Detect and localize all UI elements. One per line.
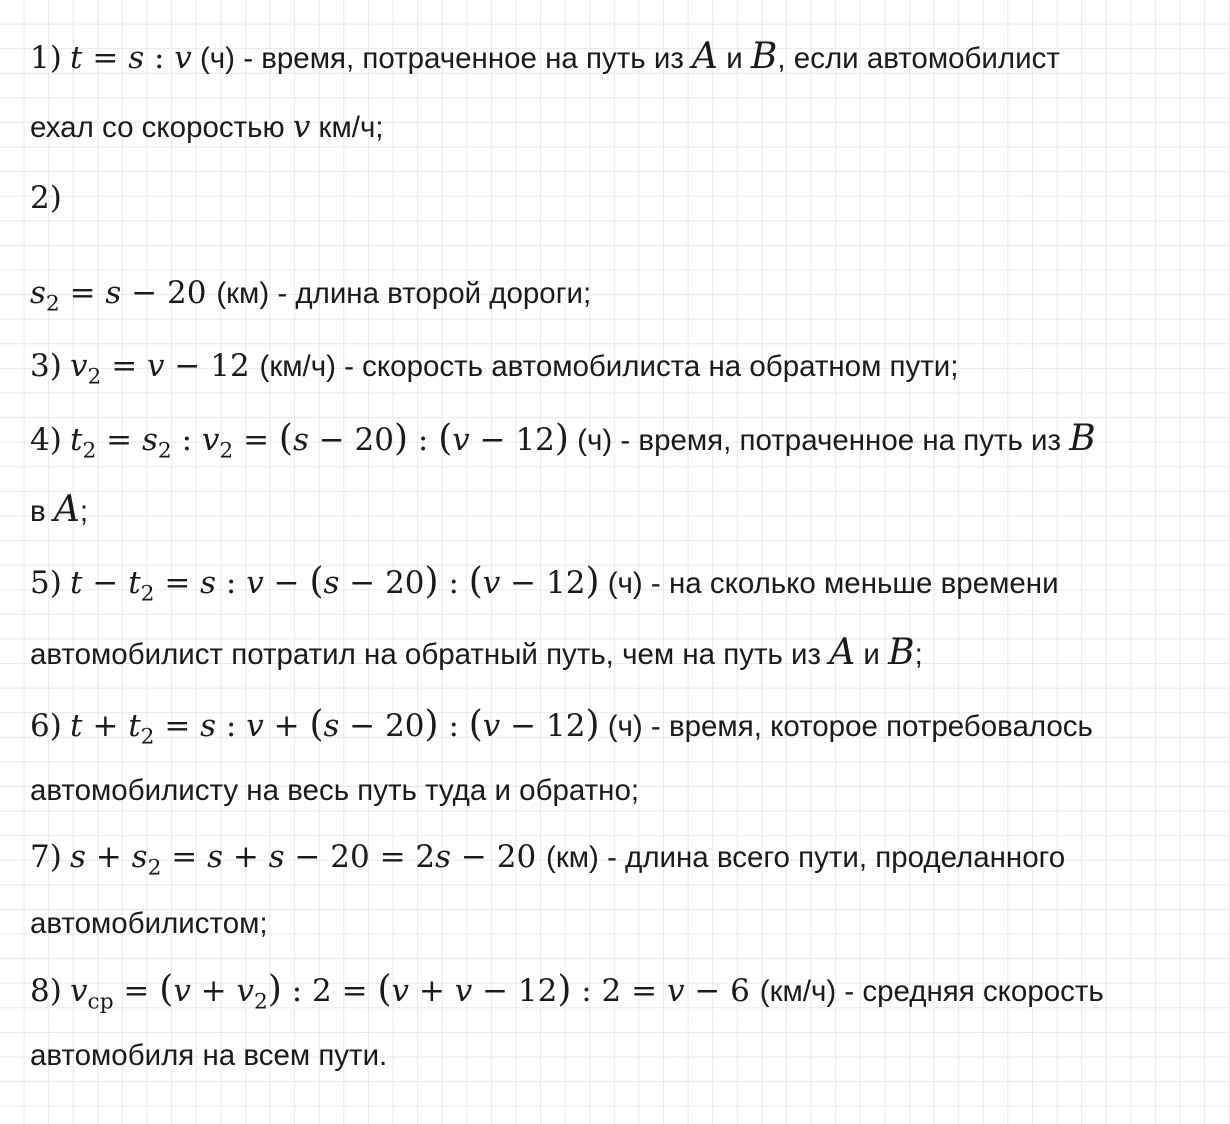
item-6-formula: t bbox=[70, 708, 83, 744]
item-8-unit: (км/ч) bbox=[759, 975, 837, 1008]
item-5-line-1: 5) $t - t_2 = s$ : v − (s − 20) : (v − 12) (ч) - на сколько меньше времени bbox=[30, 561, 1059, 607]
item-4-formula: $t_2$ bbox=[70, 422, 97, 464]
item-8-line-1: 8) $v_{ср} = (v + v_2)$ : 2 = (v + v − 12) : 2 = v − 6 (км/ч) - средняя скорость bbox=[30, 969, 1104, 1015]
item-5-formula: t bbox=[70, 565, 83, 601]
item-4-unit: (ч) bbox=[577, 424, 613, 457]
item-3-line-1: 3) $v_2 = v - 12$ (км/ч) - скорость автомобилиста на обратном пути; bbox=[30, 348, 959, 390]
item-8-line-2: автомобиля на всем пути. bbox=[30, 1039, 388, 1072]
item-4-point-b: B bbox=[1069, 418, 1096, 459]
item-5-number: 5) bbox=[30, 565, 62, 601]
item-5-line-2: автомобилист потратил на обратный путь, чем на путь из A и B; bbox=[30, 632, 923, 673]
item-7-description: - длина всего пути, проделанного bbox=[598, 841, 1066, 874]
item-7-line-2: автомобилистом; bbox=[30, 907, 268, 940]
item-4-description: - время, потраченное на путь из bbox=[612, 424, 1070, 457]
item-1-point-b: B bbox=[750, 36, 778, 77]
item-2-description: - длина второй дороги; bbox=[269, 277, 592, 310]
item-4-point-a: A bbox=[53, 489, 80, 530]
item-1-point-a: A bbox=[692, 36, 719, 77]
item-7-unit: (км) bbox=[546, 841, 599, 874]
item-1-line-1: 1) t = s : v (ч) - время, потраченное на путь из A и B, если автомобилист bbox=[30, 36, 1060, 77]
item-4-line-1: 4) $t_2 = s_2$ : $v_2 = (s - 20)$ : (v − 12) (ч) - время, потраченное на путь из B bbox=[30, 418, 1096, 464]
item-1-number: 1) bbox=[30, 40, 62, 76]
item-2-number: 2) bbox=[30, 180, 62, 216]
item-8-description: - средняя скорость bbox=[836, 975, 1104, 1008]
item-6-line-1: 6) $t + t_2 = s$ : v + (s − 20) : (v − 12) (ч) - время, которое потребовалось bbox=[30, 704, 1093, 750]
item-6-line-2: автомобилисту на весь путь туда и обратно; bbox=[30, 774, 640, 807]
item-6-description: - время, которое потребовалось bbox=[642, 710, 1093, 743]
item-3-formula: $v_2$ bbox=[70, 348, 102, 390]
item-8-formula: $v_{ср}$ bbox=[70, 973, 114, 1015]
item-5-description: - на сколько меньше времени bbox=[642, 567, 1059, 600]
item-1-formula: t bbox=[70, 40, 83, 76]
item-2-line-1: $s_2 = s - 20$ (км) - длина второй дороги; bbox=[30, 275, 592, 317]
item-3-number: 3) bbox=[30, 348, 62, 384]
item-1-unit: (ч) bbox=[199, 42, 236, 75]
item-5-point-a: A bbox=[829, 632, 856, 673]
item-5-unit: (ч) bbox=[607, 567, 643, 600]
item-2-formula: $s_2$ bbox=[30, 275, 60, 317]
item-6-number: 6) bbox=[30, 708, 62, 744]
item-7-line-1: 7) $s + s_2 = s + s - 20 = 2s - 20$ (км) - длина всего пути, проделанного bbox=[30, 839, 1066, 881]
item-3-unit: (км/ч) bbox=[259, 350, 336, 383]
item-8-number: 8) bbox=[30, 973, 62, 1009]
item-2-unit: (км) bbox=[216, 277, 270, 310]
item-6-unit: (ч) bbox=[607, 710, 643, 743]
item-5-point-b: B bbox=[888, 632, 915, 673]
item-4-number: 4) bbox=[30, 422, 62, 458]
item-3-description: - скорость автомобилиста на обратном пути; bbox=[335, 350, 959, 383]
item-1-description: - время, потраченное на путь из bbox=[235, 42, 693, 75]
item-1-speed-var: v bbox=[292, 109, 311, 145]
item-1-line-2: ехал со скоростью v км/ч; bbox=[30, 109, 384, 145]
item-7-number: 7) bbox=[30, 839, 62, 875]
item-7-formula: s bbox=[70, 839, 86, 875]
item-2-number-line bbox=[30, 178, 62, 218]
item-4-line-2: в A; bbox=[30, 489, 89, 530]
